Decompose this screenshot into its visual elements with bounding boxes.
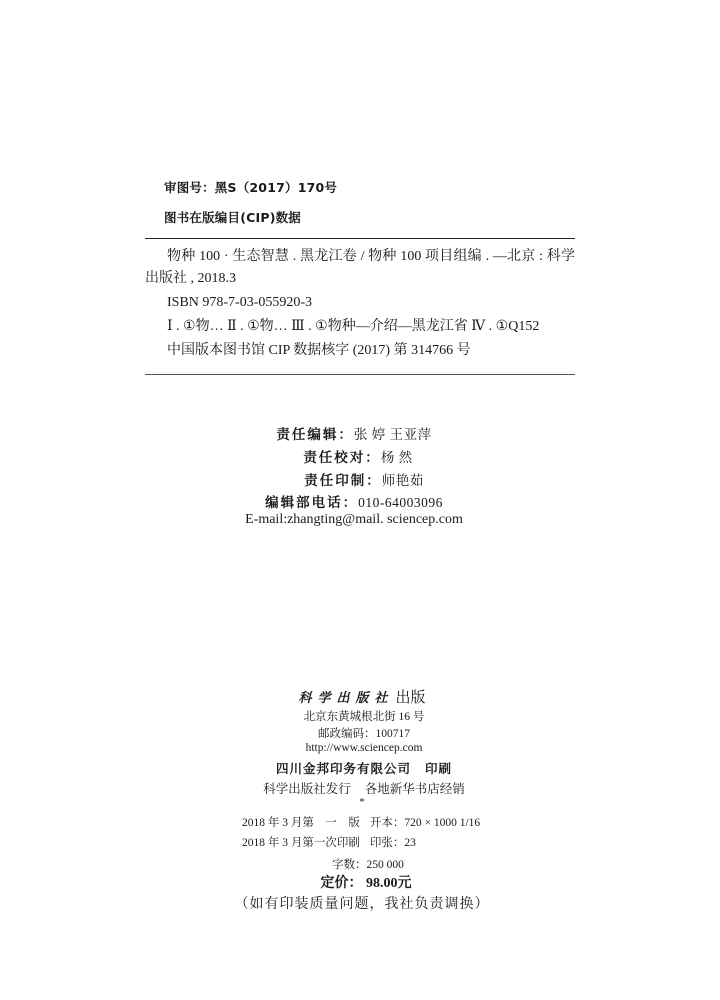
cip-data-title: 图书在版编目(CIP)数据 — [164, 210, 302, 225]
distributor: 科学出版社发行 — [263, 782, 351, 796]
printing-value: 师艳茹 — [381, 473, 424, 488]
publisher-logo: 科学出版社 — [298, 691, 394, 706]
proofreader-label: 责任校对： — [303, 450, 381, 465]
publisher-website: http://www.sciencep.com — [305, 742, 423, 754]
publisher-address: 北京东黄城根北街 16 号 — [303, 711, 425, 723]
cip-core-number: 中国版本图书馆 CIP 数据核字 (2017) 第 314766 号 — [167, 343, 471, 358]
format: 开本：720 × 1000 1/16 — [369, 817, 481, 829]
printing: 2018 年 3 月第一次印刷 — [242, 837, 360, 849]
printer-suffix: 印刷 — [425, 762, 453, 776]
top-divider — [145, 238, 575, 239]
editor-label: 责任编辑： — [276, 427, 354, 442]
edition-line — [242, 814, 480, 830]
edition: 2018 年 3 月第 一 版 — [242, 817, 360, 829]
distribution-line — [4, 779, 720, 797]
responsible-printing — [4, 469, 720, 489]
responsible-editor — [0, 423, 714, 443]
printer-line — [4, 759, 720, 777]
phone-value: 010-64003096 — [358, 495, 443, 510]
postcode: 邮政编码：100717 — [318, 728, 410, 740]
publisher-line — [2, 686, 720, 707]
quality-notice: （如有印装质量问题，我社负责调换） — [234, 897, 490, 912]
proofreader-value: 杨 然 — [380, 450, 413, 465]
cip-title-line: 物种 100 · 生态智慧 . 黑龙江卷 / 物种 100 项目组编 . —北京 : 科学出版社 , 2018.3 — [145, 249, 575, 286]
price: 定价： 98.00元 — [320, 876, 412, 891]
responsible-proofreader — [0, 446, 718, 466]
isbn: ISBN 978-7-03-055920-3 — [167, 295, 313, 310]
printing-label: 责任印制： — [304, 473, 382, 488]
publisher-suffix: 出版 — [395, 690, 426, 706]
editorial-email: E-mail:zhangting@mail. sciencep.com — [245, 512, 463, 527]
sheets: 印张：23 — [369, 837, 416, 849]
bottom-divider — [145, 374, 575, 375]
editor-value: 张 婷 王亚萍 — [353, 427, 432, 442]
editorial-phone — [0, 491, 714, 511]
distributor-suffix: 各地新华书店经销 — [364, 782, 465, 796]
printer-name: 四川金邦印务有限公司 — [275, 762, 411, 776]
word-count: 字数：250 000 — [332, 859, 404, 871]
classification-line: Ⅰ . ①物… Ⅱ . ①物… Ⅲ . ①物种—介绍—黑龙江省 Ⅳ . ①Q152 — [167, 319, 540, 334]
printing-line — [242, 834, 416, 850]
review-number: 审图号：黑S（2017）170号 — [164, 180, 338, 195]
separator-star: * — [359, 796, 365, 808]
phone-label: 编辑部电话： — [265, 495, 359, 510]
